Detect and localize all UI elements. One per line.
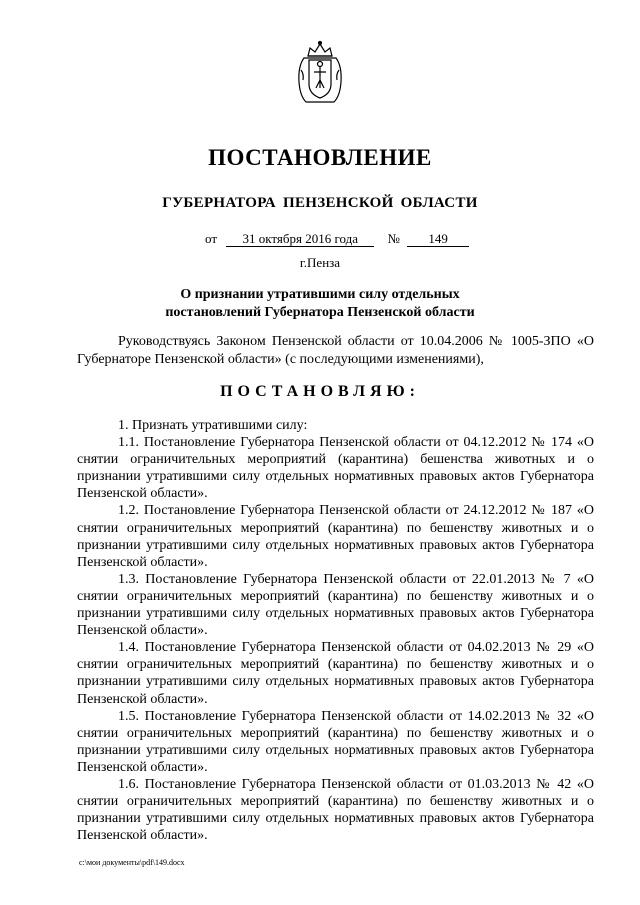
document-heading (0, 286, 640, 322)
item-paragraph: 1.2. Постановление Губернатора Пензенской области от 24.12.2012 № 187 «О снятии ограничительных мероприятий (карантина) по бешенству животных и о признании утратившими силу отдельных нормативных правовых актов Губернатора Пензенской области». (77, 503, 594, 570)
number-label: № (387, 231, 400, 246)
coat-of-arms-icon (294, 40, 346, 106)
document-date: 31 октября 2016 года (226, 231, 374, 247)
item-paragraph: 1.6. Постановление Губернатора Пензенской области от 01.03.2013 № 42 «О снятии ограничительных мероприятий (карантина) по бешенству животных и о признании утратившими силу отдельных нормативных правовых актов Губернатора Пензенской области». (77, 776, 594, 844)
preamble (77, 333, 594, 369)
item-paragraph: 1. Признать утратившими силу: (118, 418, 308, 433)
document-body (77, 417, 594, 844)
item-paragraph: 1.4. Постановление Губернатора Пензенской области от 04.02.2013 № 29 «О снятии ограничительных мероприятий (карантина) по бешенству животных и о признании утратившими силу отдельных нормативных правовых актов Губернатора Пензенской области». (77, 640, 594, 707)
decree-word: ПОСТАНОВЛЯЮ: (220, 383, 420, 400)
document-city: г.Пенза (299, 255, 341, 270)
preamble-text: Руководствуясь Законом Пензенской области от 10.04.2006 № 1005-ЗПО «О Губернаторе Пензенской области» (с последующими изменениями), (77, 334, 594, 367)
document-number: 149 (407, 231, 469, 247)
item-paragraph: 1.3. Постановление Губернатора Пензенской области от 22.01.2013 № 7 «О снятии ограничительных мероприятий (карантина) по бешенству животных и о признании утратившими силу отдельных нормативных правовых актов Губернатора Пензенской области». (77, 571, 594, 639)
date-line (205, 231, 469, 247)
date-prefix: от (205, 231, 218, 246)
heading-line: О признании утратившими силу отдельных (180, 287, 460, 302)
item-paragraph: 1.5. Постановление Губернатора Пензенской области от 14.02.2013 № 32 «О снятии ограничительных мероприятий (карантина) по бешенству животных и о признании утратившими силу отдельных нормативных правовых актов Губернатора Пензенской области». (77, 708, 594, 775)
item-paragraph: 1.1. Постановление Губернатора Пензенской области от 04.12.2012 № 174 «О снятии ограничительных мероприятий (карантина) бешенства животных и о признании утратившими силу отдельных нормативных правовых актов Губернатора Пензенской области». (77, 435, 594, 502)
document-title: ПОСТАНОВЛЕНИЕ (208, 145, 432, 170)
document-issuer: ГУБЕРНАТОРА ПЕНЗЕНСКОЙ ОБЛАСТИ (162, 195, 478, 211)
heading-line: постановлений Губернатора Пензенской области (165, 305, 475, 320)
footer-file-path: c:\мои документы\pdf\149.docx (79, 858, 185, 867)
